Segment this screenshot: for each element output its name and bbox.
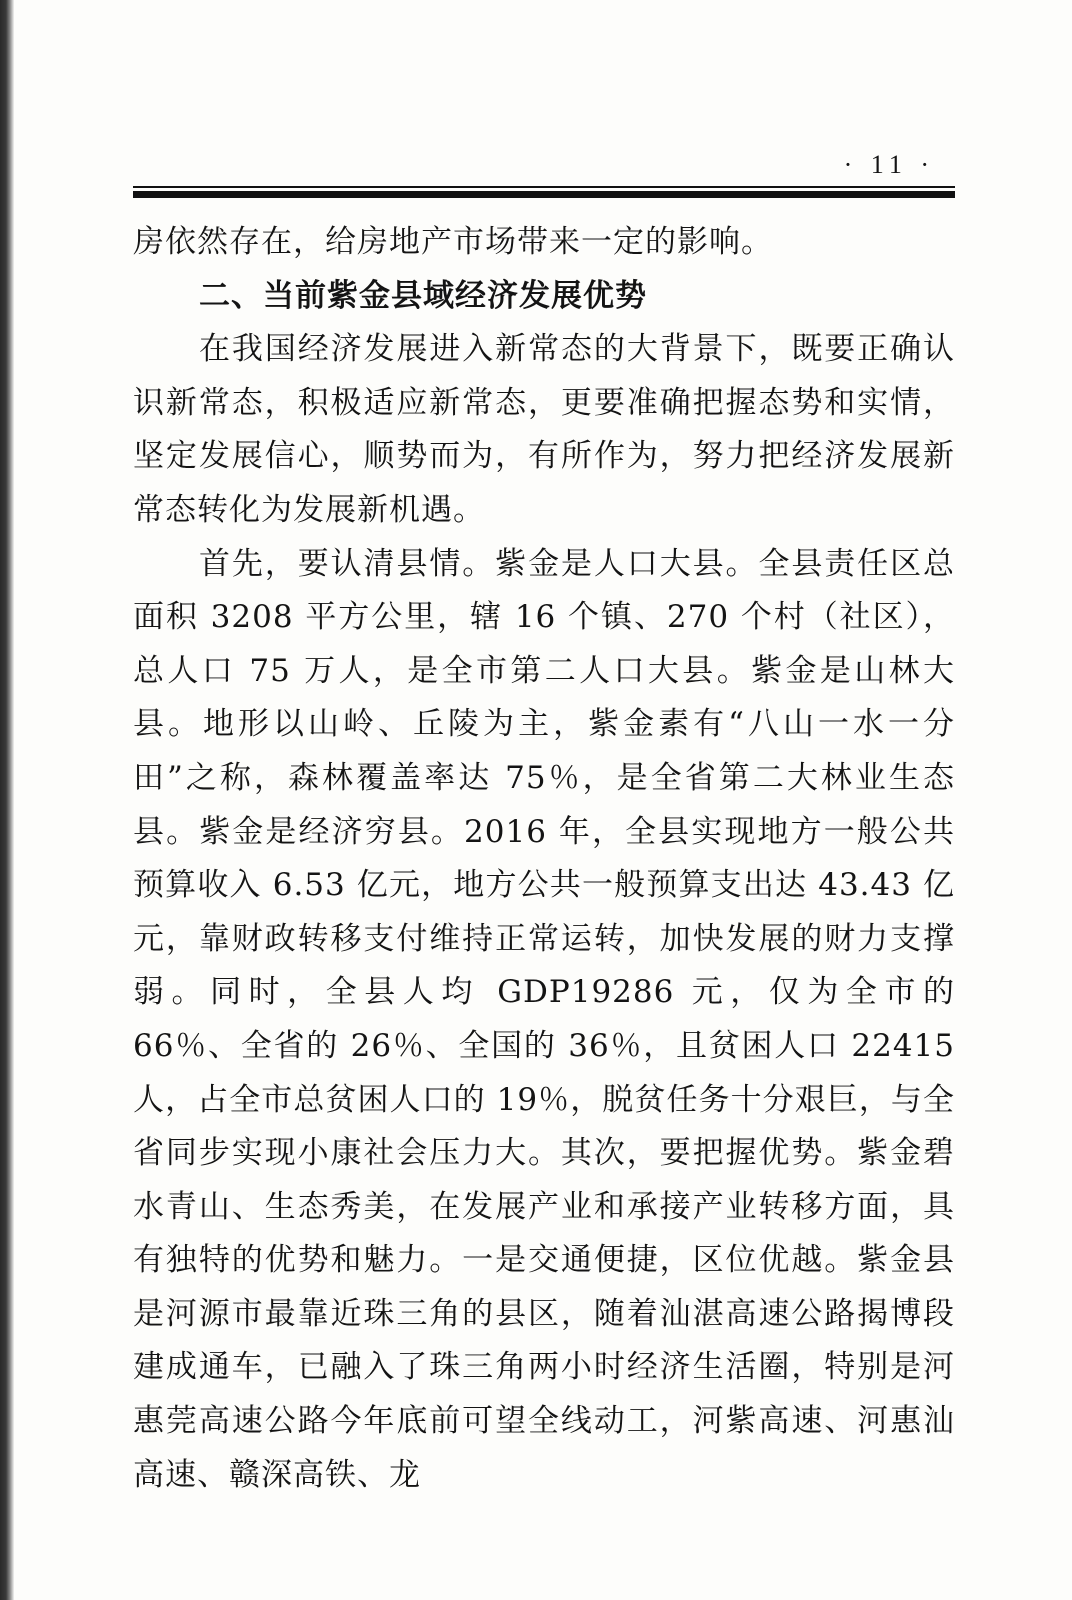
page-number: · 11 · xyxy=(843,150,935,179)
scan-edge-shadow xyxy=(0,0,14,1600)
header-rule-thin xyxy=(133,186,955,188)
paragraph-continued: 房依然存在，给房地产市场带来一定的影响。 xyxy=(133,224,773,260)
book-page xyxy=(133,140,955,1493)
paragraph-county-situation: 首先，要认清县情。紫金是人口大县。全县责任区总面积 3208 平方公里，辖 16 个镇、270 个村（社区），总人口 75 万人，是全市第二人口大县。紫金是山林大县。地形以山岭、丘陵为主，紫金素有“八山一水一分田”之称，森林覆盖率达 75％，是全省第二大林业生态县。紫金是经济穷县。2016 年，全县实现地方一般公共预算收入 6.53 亿元，地方公共一般预算支出达 43.43 亿元，靠财政转移支付维持正常运转，加快发展的财力支撑弱。同时，全县人均 GDP19286 元，仅为全市的 66％、全省的 26％、全国的 36％，且贫困人口 22415 人，占全市总贫困人口的 19％，脱贫任务十分艰巨，与全省同步实现小康社会压力大。其次，要把握优势。紫金碧水青山、生态秀美，在发展产业和承接产业转移方面，具有独特的优势和魅力。一是交通便捷，区位优越。紫金县是河源市最靠近珠三角的县区，随着汕湛高速公路揭博段建成通车，已融入了珠三角两小时经济生活圈，特别是河惠莞高速公路今年底前可望全线动工，河紫高速、河惠汕高速、赣深高铁、龙 xyxy=(133,545,955,1493)
section-heading: 二、当前紫金县域经济发展优势 xyxy=(199,277,647,314)
body-text xyxy=(133,216,955,1502)
header-rule-thick xyxy=(133,191,955,198)
page-header xyxy=(133,140,955,192)
paragraph-new-normal: 在我国经济发展进入新常态的大背景下，既要正确认识新常态，积极适应新常态，更要准确把握态势和实情，坚定发展信心，顺势而为，有所作为，努力把经济发展新常态转化为发展新机遇。 xyxy=(133,331,955,528)
